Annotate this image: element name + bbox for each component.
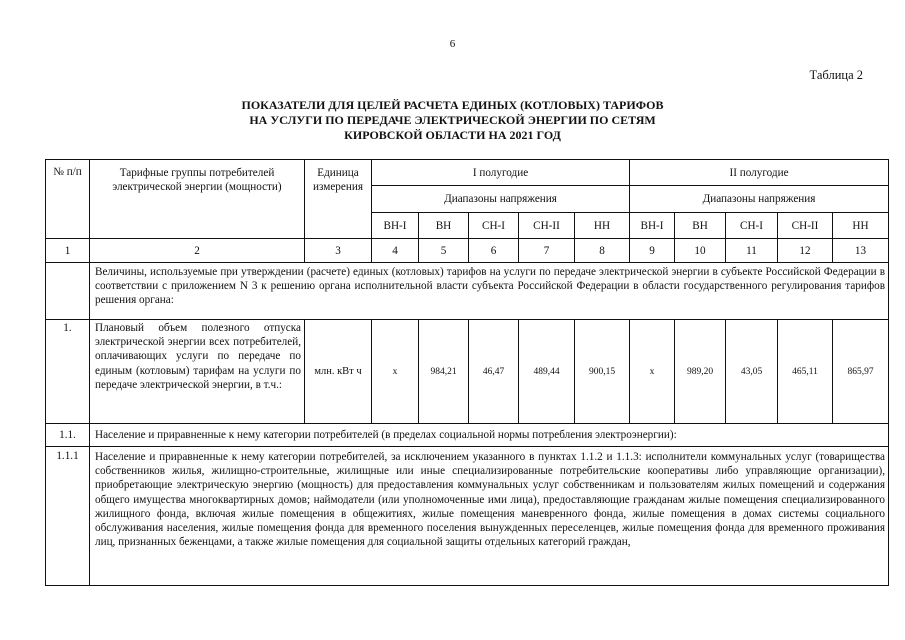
voltage-cell: СН-II <box>778 213 833 239</box>
column-number-row <box>46 239 889 263</box>
value-cell: 989,20 <box>675 320 726 424</box>
row-label: Плановый объем полезного отпуска электрической энергии всех потребителей, оплачивающих услуги по передаче по единым (котловым) тарифам на услуги по передаче электрической энергии, в т.ч.: <box>90 320 305 424</box>
title-line-1: ПОКАЗАТЕЛИ ДЛЯ ЦЕЛЕЙ РАСЧЕТА ЕДИНЫХ (КОТЛОВЫХ) ТАРИФОВ <box>241 98 664 112</box>
header-groups: Тарифные группы потребителей электрической энергии (мощности) <box>90 160 305 239</box>
tariff-table <box>45 159 889 586</box>
row-label: Население и приравненные к нему категории потребителей (в пределах социальной нормы потребления электроэнергии): <box>90 424 889 447</box>
document-title <box>0 98 905 143</box>
table-row-1-1-1 <box>46 447 889 586</box>
row-number: 1.1.1 <box>46 447 90 586</box>
title-line-2: НА УСЛУГИ ПО ПЕРЕДАЧЕ ЭЛЕКТРИЧЕСКОЙ ЭНЕРГИИ ПО СЕТЯМ <box>249 113 656 127</box>
header-half-2: II полугодие <box>630 160 889 186</box>
column-number: 3 <box>305 239 372 263</box>
voltage-cell: ВН <box>675 213 726 239</box>
intro-row <box>46 263 889 320</box>
header-ranges-2: Диапазоны напряжения <box>630 186 889 213</box>
table-label: Таблица 2 <box>809 68 863 82</box>
voltage-cell: НН <box>833 213 889 239</box>
row-number: 1. <box>46 320 90 424</box>
voltage-cell: СН-I <box>469 213 519 239</box>
value-cell: 43,05 <box>726 320 778 424</box>
column-number: 1 <box>46 239 90 263</box>
column-number: 13 <box>833 239 889 263</box>
table-row-1-1 <box>46 424 889 447</box>
value-cell: 865,97 <box>833 320 889 424</box>
column-number: 8 <box>575 239 630 263</box>
value-cell: x <box>372 320 419 424</box>
header-unit: Единица измерения <box>305 160 372 239</box>
column-number: 11 <box>726 239 778 263</box>
value-cell: 489,44 <box>519 320 575 424</box>
column-number: 5 <box>419 239 469 263</box>
row-unit: млн. кВт ч <box>305 320 372 424</box>
intro-text: Величины, используемые при утверждении (расчете) единых (котловых) тарифов на услуги по передаче электрической энергии в субъекте Российской Федерации в соответствии с приложением N 3 к решению органа исполнительной власти субъекта Российской Федерации в области государственного регулирования тарифов решения органа: <box>90 263 889 320</box>
value-cell: 900,15 <box>575 320 630 424</box>
column-number: 9 <box>630 239 675 263</box>
voltage-cell: СН-I <box>726 213 778 239</box>
header-ranges-1: Диапазоны напряжения <box>372 186 630 213</box>
value-cell: 465,11 <box>778 320 833 424</box>
column-number: 10 <box>675 239 726 263</box>
voltage-cell: СН-II <box>519 213 575 239</box>
header-row-1 <box>46 160 889 186</box>
value-cell: 46,47 <box>469 320 519 424</box>
voltage-cell: ВН <box>419 213 469 239</box>
column-number: 12 <box>778 239 833 263</box>
table-row-1 <box>46 320 889 424</box>
column-number: 7 <box>519 239 575 263</box>
voltage-cell: НН <box>575 213 630 239</box>
voltage-cell: ВН-I <box>372 213 419 239</box>
value-cell: x <box>630 320 675 424</box>
value-cell: 984,21 <box>419 320 469 424</box>
intro-num-cell <box>46 263 90 320</box>
page-number: 6 <box>449 38 456 50</box>
title-line-3: КИРОВСКОЙ ОБЛАСТИ НА 2021 ГОД <box>344 128 561 142</box>
row-description: Население и приравненные к нему категории потребителей, за исключением указанного в пунктах 1.1.2 и 1.1.3: исполнители коммунальных услуг (товарищества собственников жилья, жилищно-строительные, жилищные или иные специализированные потребительские кооперативы либо управляющие организации), приобретающие электрическую энергию (мощность) для предоставления коммунальных услуг собственникам и пользователям жилых помещений и содержания общего имущества многоквартирных домов; наймодатели (или уполномоченные ими лица), предоставляющие гражданам жилые помещения специализированного жилищного фонда, включая жилые помещения в общежитиях, жилые помещения маневренного фонда, жилые помещения в домах системы социального обслуживания населения, жилые помещения фонда для временного поселения вынужденных переселенцев, жилые помещения фонда для временного проживания лиц, признанных беженцами, а также жилые помещения для социальной защиты отдельных категорий граждан, <box>90 447 889 586</box>
column-number: 4 <box>372 239 419 263</box>
column-number: 2 <box>90 239 305 263</box>
voltage-cell: ВН-I <box>630 213 675 239</box>
header-num: № п/п <box>46 160 90 239</box>
column-number: 6 <box>469 239 519 263</box>
header-half-1: I полугодие <box>372 160 630 186</box>
row-number: 1.1. <box>46 424 90 447</box>
